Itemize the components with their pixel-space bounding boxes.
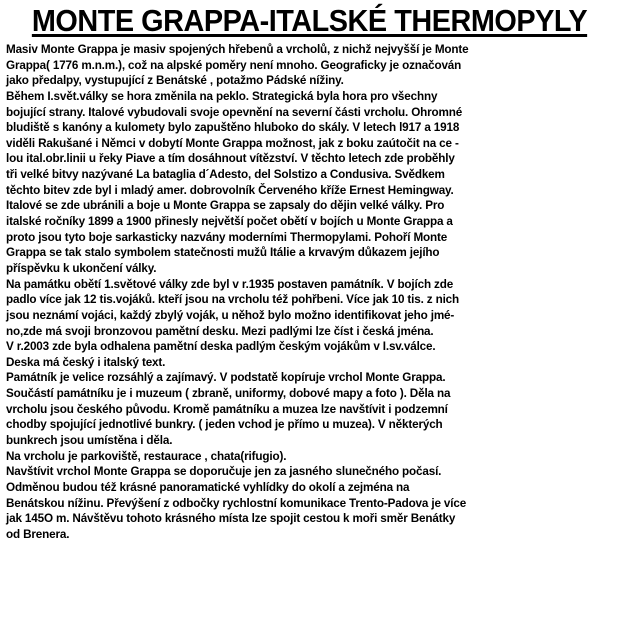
text-line: vrcholu jsou českého původu. Kromě památníku a muzea lze navštívit i podzemní xyxy=(6,402,448,416)
text-line: V r.2003 zde byla odhalena pamětní deska padlým českým vojákům v I.sv.válce. xyxy=(6,340,436,354)
text-line: Památník je velice rozsáhlý a zajímavý. V podstatě kopíruje vrchol Monte Grappa. xyxy=(6,371,446,385)
text-line: Italové se zde ubránili a boje u Monte Grappa se zapsaly do dějin velké války. Pro xyxy=(6,199,445,213)
text-line: Na památku obětí 1.světové války zde byl v r.1935 postaven památník. V bojích zde xyxy=(6,277,454,291)
text-line: jako předalpy, vystupující z Benátské , potažmo Pádské nížiny. xyxy=(6,74,344,88)
text-line: těchto bitev zde byl i mladý amer. dobrovolník Červeného kříže Ernest Hemingway. xyxy=(6,183,454,197)
text-line: Navštívit vrchol Monte Grappa se doporučuje jen za jasného slunečného počasí. xyxy=(6,465,442,479)
text-line: Grappa se tak stalo symbolem statečnosti mužů Itálie a krvavým důkazem jejího xyxy=(6,246,440,260)
text-line: bunkrech jsou umístěna i děla. xyxy=(6,434,173,448)
text-line: od Brenera. xyxy=(6,527,70,541)
text-line: jsou neznámí vojáci, každý zbylý voják, u něhož bylo možno identifikovat jeho jmé- xyxy=(6,308,455,322)
text-line: Grappa( 1776 m.n.m.), což na alpské poměry není mnoho. Geograficky je označován xyxy=(6,58,462,72)
text-line: Součástí památníku je i muzeum ( zbraně, uniformy, dobové mapy a foto ). Děla na xyxy=(6,387,451,401)
text-line: chodby spojující jednotlivé bunkry. ( jeden vchod je přímo u muzea). V některých xyxy=(6,418,443,432)
text-line: Masiv Monte Grappa je masiv spojených hřebenů a vrcholů, z nichž nejvyšší je Monte xyxy=(6,43,469,56)
text-line: Během I.svět.války se hora změnila na peklo. Strategická byla hora pro všechny xyxy=(6,89,438,103)
text-line: italské ročníky 1899 a 1900 přinesly největší počet obětí v bojích u Monte Grappa a xyxy=(6,215,453,229)
text-line: jak 145O m. Návštěvu tohoto krásného místa lze spojit cestou k moři směr Benátky xyxy=(6,512,456,526)
text-line: příspěvku k ukončení války. xyxy=(6,261,157,275)
text-line: Deska má český i italský text. xyxy=(6,355,166,369)
text-line: Na vrcholu je parkoviště, restaurace , chata(rifugio). xyxy=(6,449,287,463)
text-line: Benátskou nížinu. Převýšení z odbočky rychlostní komunikace Trento-Padova je více xyxy=(6,496,467,510)
text-line: lou ital.obr.linii u řeky Piave a tím dosáhnout vítězství. V těchto letech zde proběhly xyxy=(6,152,455,166)
text-line: padlo více jak 12 tis.vojáků. kteří jsou na vrcholu též pohřbeni. Více jak 10 tis. z nich xyxy=(6,293,460,307)
text-line: Odměnou budou též krásné panoramatické vyhlídky do okolí a zejména na xyxy=(6,480,410,494)
text-line: bludiště s kanóny a kulomety bylo zapuštěno hluboko do skály. V letech l917 a 1918 xyxy=(6,121,460,135)
text-line: tři velké bitvy nazývané La bataglia d´Adesto, del Solstizo a Condusiva. Svědkem xyxy=(6,168,445,182)
text-line: bojující strany. Italové vybudovali svoje opevnění na severní části vrcholu. Ohromné xyxy=(6,105,463,119)
text-line: viděli Rakušané i Němci v dobytí Monte Grappa možnost, jak z boku zaútočit na ce - xyxy=(6,136,459,150)
text-line: no,zde má svoji bronzovou pamětní desku. Mezi padlými lze číst i česká jména. xyxy=(6,324,434,338)
article-body xyxy=(6,42,614,543)
text-line: proto jsou tyto boje sarkasticky nazvány moderními Thermopylami. Pohoří Monte xyxy=(6,230,448,244)
page-title: MONTE GRAPPA-ITALSKÉ THERMOPYLY xyxy=(31,3,588,38)
